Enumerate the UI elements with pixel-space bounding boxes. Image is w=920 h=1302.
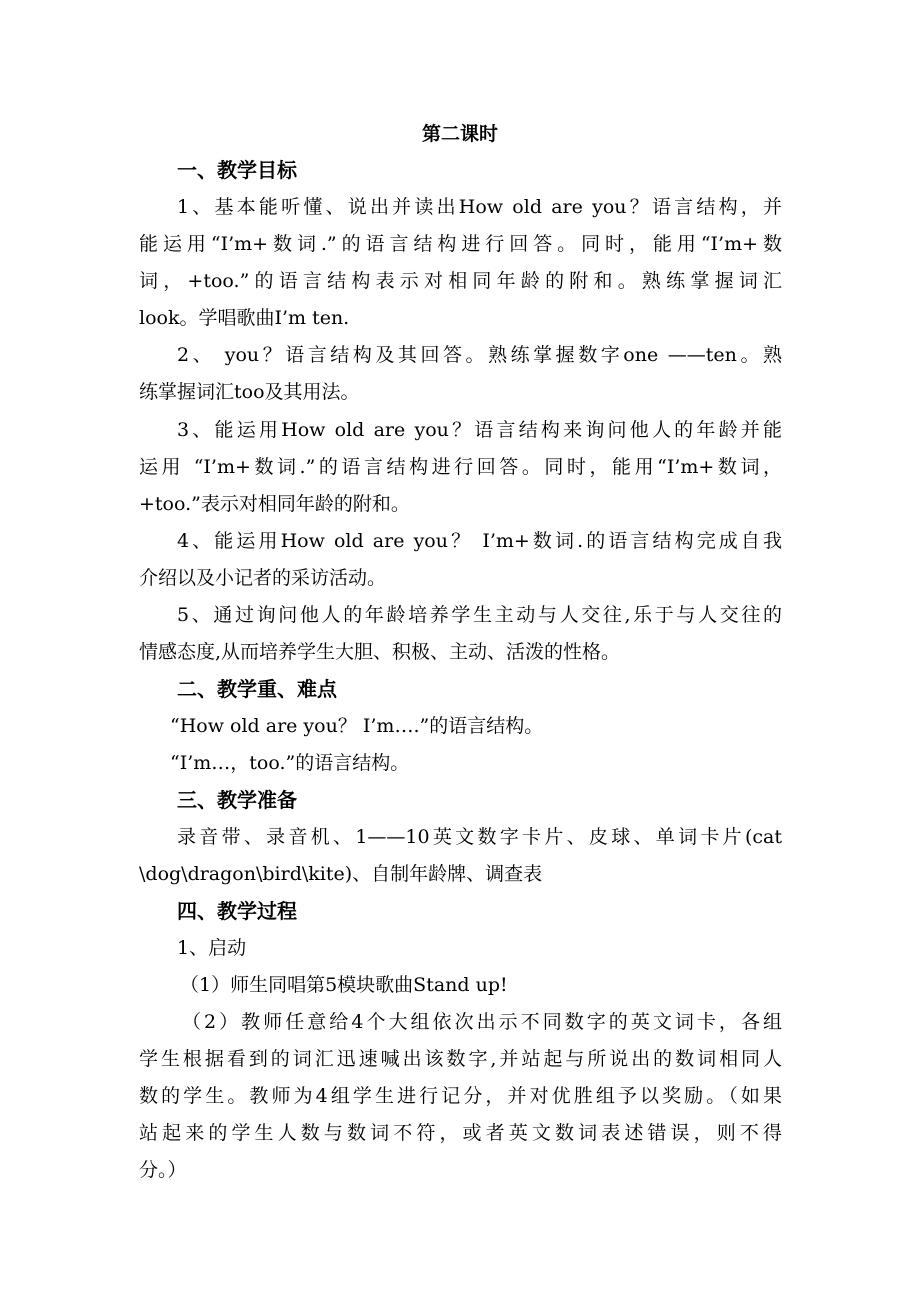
paragraph-line: （2）教师任意给4个大组依次出示不同数字的英文词卡，各组 bbox=[182, 1011, 782, 1033]
page-title: 第二课时 bbox=[421, 123, 498, 145]
paragraph-line: 情感态度,从而培养学生大胆、积极、主动、活泼的性格。 bbox=[139, 641, 621, 663]
paragraph-line: 2、 you？语言结构及其回答。熟练掌握数字one ——ten。熟 bbox=[177, 344, 782, 366]
paragraph-line: （1）师生同唱第5模块歌曲Stand up! bbox=[180, 974, 508, 996]
paragraph-line: 练掌握词汇too及其用法。 bbox=[139, 381, 360, 403]
paragraph-line: 学生根据看到的词汇迅速喊出该数字,并站起与所说出的数词相同人 bbox=[139, 1048, 782, 1070]
section-heading-process: 四、教学过程 bbox=[177, 899, 297, 923]
paragraph-line: 录音带、录音机、1——10英文数字卡片、皮球、单词卡片(cat bbox=[177, 826, 782, 848]
paragraph-line: 能运用“I’m+数词.”的语言结构进行回答。同时，能用“I’m+数 bbox=[139, 233, 782, 255]
paragraph-line: 介绍以及小记者的采访活动。 bbox=[139, 567, 387, 589]
step-heading: 1、启动 bbox=[177, 937, 247, 959]
section-heading-preparation: 三、教学准备 bbox=[177, 788, 297, 812]
paragraph-line: 4、能运用How old are you？ I’m+数词.的语言结构完成自我 bbox=[177, 530, 782, 552]
paragraph-line: 词，+too.”的语言结构表示对相同年龄的附和。熟练掌握词汇 bbox=[139, 270, 782, 292]
paragraph-line: +too.”表示对相同年龄的附和。 bbox=[139, 493, 410, 515]
paragraph-line: 数的学生。教师为4组学生进行记分，并对优胜组予以奖励。（如果 bbox=[139, 1085, 782, 1107]
section-heading-key-points: 二、教学重、难点 bbox=[177, 677, 337, 701]
section-heading-objectives: 一、教学目标 bbox=[177, 158, 297, 182]
paragraph-line: 5、通过询问他人的年龄培养学生主动与人交往,乐于与人交往的 bbox=[177, 604, 782, 626]
paragraph-line: 站起来的学生人数与数词不符，或者英文数词表述错误，则不得 bbox=[139, 1122, 782, 1144]
paragraph-line: 1、基本能听懂、说出并读出How old are you？语言结构，并 bbox=[177, 196, 782, 218]
paragraph-line: 3、能运用How old are you？语言结构来询问他人的年龄并能 bbox=[177, 419, 782, 441]
paragraph-line: look。学唱歌曲I’m ten. bbox=[139, 307, 350, 329]
paragraph-line: 运用 “I’m+数词.”的语言结构进行回答。同时，能用“I’m+数词， bbox=[139, 456, 782, 478]
key-point-line: “I’m…，too.”的语言结构。 bbox=[170, 752, 410, 774]
key-point-line: “How old are you？ I’m….”的语言结构。 bbox=[170, 715, 544, 737]
paragraph-line: 分。） bbox=[139, 1159, 187, 1181]
paragraph-line: \dog\dragon\bird\kite)、自制年龄牌、调查表 bbox=[139, 863, 543, 885]
